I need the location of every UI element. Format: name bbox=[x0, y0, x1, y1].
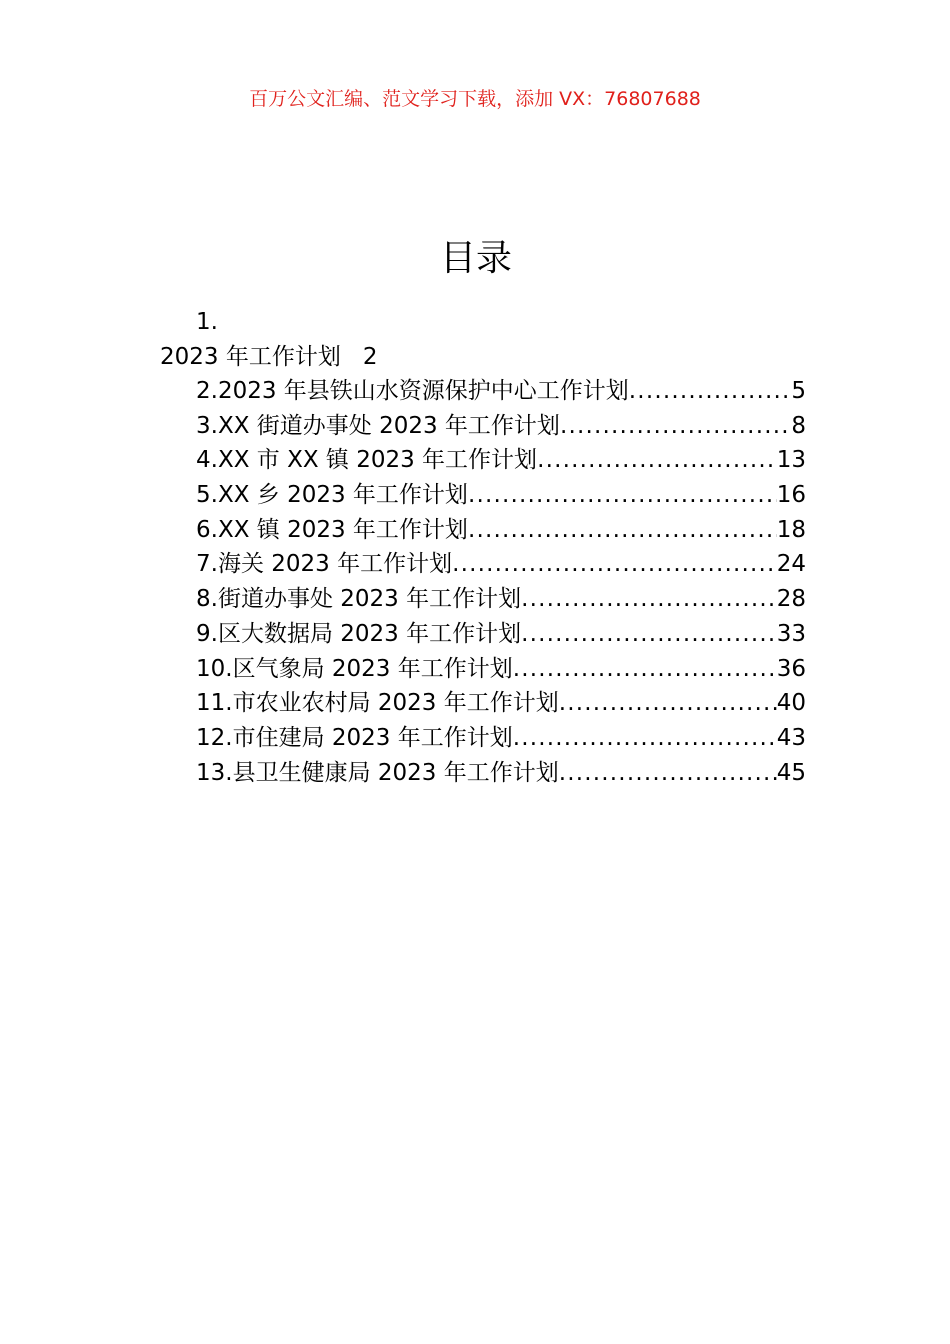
toc-entry[interactable] bbox=[196, 547, 806, 582]
page-title: 目录 bbox=[439, 238, 512, 280]
toc-entry-1-number: 1. bbox=[196, 309, 218, 335]
toc-entry[interactable] bbox=[196, 409, 806, 444]
toc-entry[interactable] bbox=[196, 374, 806, 409]
toc-entry-title: 8.街道办事处 2023 年工作计划 bbox=[196, 586, 522, 613]
toc-entry-page: 5 bbox=[791, 378, 806, 404]
toc-entry-title: 2.2023 年县铁山水资源保护中心工作计划 bbox=[196, 378, 629, 404]
toc-entry-title: 4.XX 市 XX 镇 2023 年工作计划 bbox=[196, 447, 538, 474]
toc-dot-leader bbox=[559, 686, 777, 721]
toc-entry[interactable] bbox=[196, 756, 806, 791]
toc-entry-1-page: 2 bbox=[362, 344, 378, 370]
toc-dot-leader bbox=[521, 617, 777, 652]
toc-dot-leader bbox=[452, 547, 777, 582]
toc-entry-title: 12.市住建局 2023 年工作计划 bbox=[196, 724, 513, 751]
toc-entry-title: 7.海关 2023 年工作计划 bbox=[196, 551, 453, 578]
toc-dot-leader bbox=[468, 513, 777, 548]
toc-dot-leader bbox=[629, 374, 792, 409]
toc-entry[interactable] bbox=[196, 443, 806, 478]
toc-entry-page: 13 bbox=[776, 447, 806, 474]
toc-entry-title: 11.市农业农村局 2023 年工作计划 bbox=[196, 690, 559, 717]
toc-entry-1[interactable] bbox=[160, 340, 378, 374]
toc-entry[interactable] bbox=[196, 652, 806, 687]
toc-dot-leader bbox=[521, 582, 777, 617]
toc-entry[interactable] bbox=[196, 513, 806, 548]
toc-entry-title: 6.XX 镇 2023 年工作计划 bbox=[196, 516, 468, 543]
toc-entry-1-title: 2023 年工作计划 bbox=[160, 344, 341, 370]
toc-entry[interactable] bbox=[196, 686, 806, 721]
toc-entry-page: 16 bbox=[776, 482, 806, 509]
toc-list bbox=[196, 374, 806, 790]
toc-entry[interactable] bbox=[196, 617, 806, 652]
toc-entry-title: 10.区气象局 2023 年工作计划 bbox=[196, 655, 513, 682]
toc-entry[interactable] bbox=[196, 478, 806, 513]
header-note: 百万公文汇编、范文学习下载，添加 VX：76807688 bbox=[249, 88, 701, 110]
toc-entry-title: 3.XX 街道办事处 2023 年工作计划 bbox=[196, 412, 560, 439]
toc-entry-page: 43 bbox=[776, 724, 806, 751]
toc-dot-leader bbox=[468, 478, 777, 513]
toc-entry-page: 40 bbox=[776, 690, 806, 717]
toc-dot-leader bbox=[560, 409, 791, 444]
toc-entry-page: 36 bbox=[776, 655, 806, 682]
toc-dot-leader bbox=[559, 756, 777, 791]
toc-entry-title: 9.区大数据局 2023 年工作计划 bbox=[196, 620, 522, 647]
toc-entry-page: 45 bbox=[776, 759, 806, 786]
toc-entry-page: 8 bbox=[791, 412, 806, 439]
toc-entry-page: 24 bbox=[776, 551, 806, 578]
toc-entry[interactable] bbox=[196, 721, 806, 756]
toc-entry-page: 33 bbox=[776, 620, 806, 647]
toc-entry-page: 18 bbox=[776, 516, 806, 543]
toc-dot-leader bbox=[513, 652, 777, 687]
toc-dot-leader bbox=[513, 721, 777, 756]
toc-dot-leader bbox=[537, 443, 777, 478]
toc-entry-title: 5.XX 乡 2023 年工作计划 bbox=[196, 482, 468, 509]
toc-entry-title: 13.县卫生健康局 2023 年工作计划 bbox=[196, 759, 559, 786]
toc-entry-page: 28 bbox=[776, 586, 806, 613]
toc-entry[interactable] bbox=[196, 582, 806, 617]
